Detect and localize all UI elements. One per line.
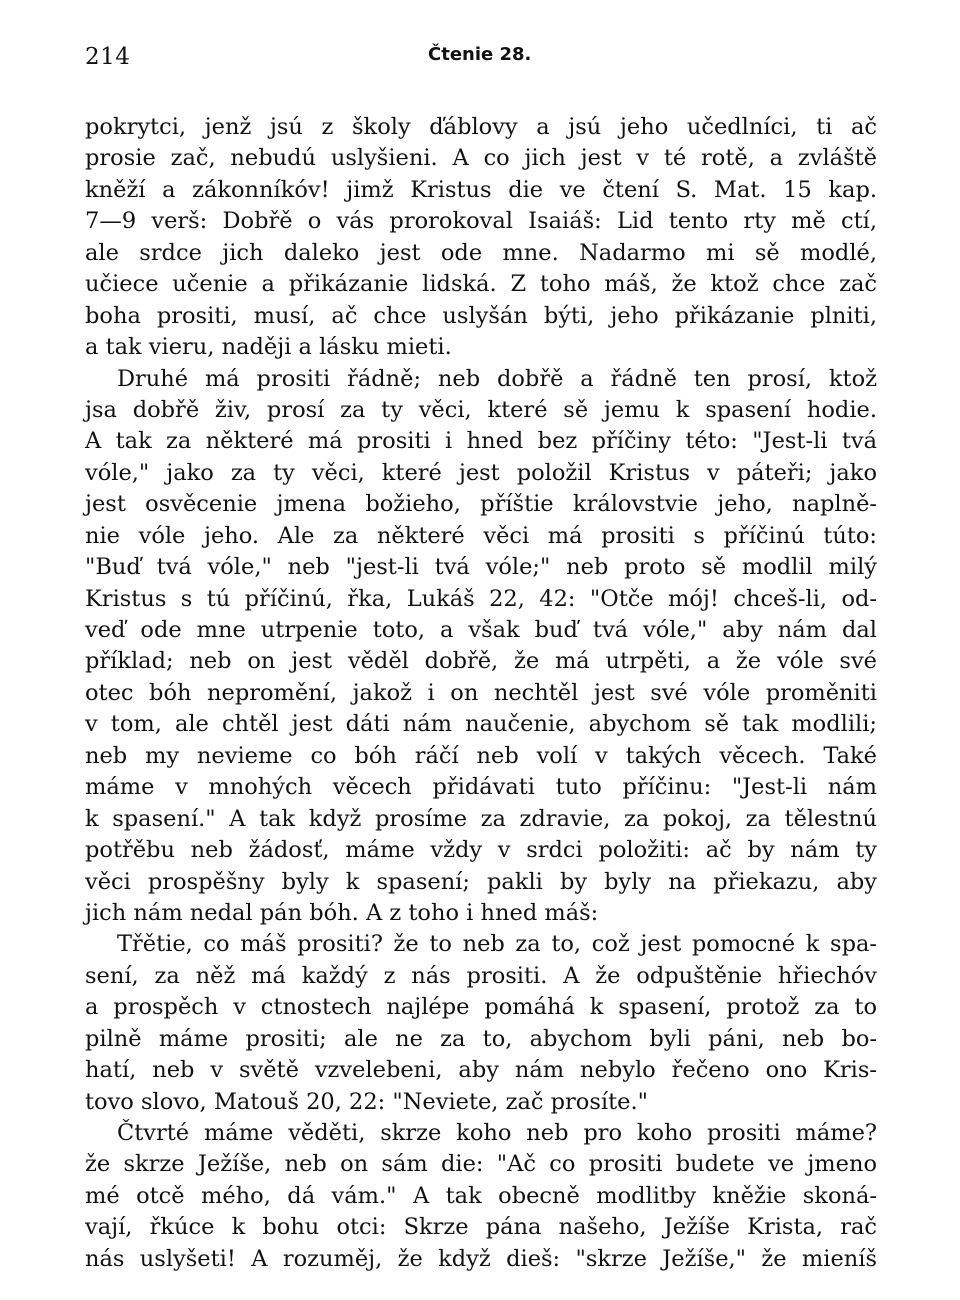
text-line: A tak za některé má prositi i hned bez příčiny této: "Jest-li tvá <box>85 428 877 455</box>
text-line: mé otcě mého, dá vám." A tak obecně modlitby kněžie skoná- <box>85 1182 877 1209</box>
text-line: vóle," jako za ty věci, které jest položil Kristus v páteři; jako <box>85 459 877 486</box>
text-line: pokrytci, jenž jsú z školy ďáblovy a jsú jeho učedlníci, ti ač <box>85 114 877 140</box>
text-line: 7—9 verš: Dobřě o vás prorokoval Isaiáš: Lid tento rty mě ctí, <box>85 208 877 235</box>
text-line: vají, řkúce k bohu otci: Skrze pána našeho, Ježíše Krista, rač <box>85 1214 877 1241</box>
text-line: Kristus s tú příčinú, řka, Lukáš 22, 42: "Otče mój! chceš-li, od- <box>85 585 877 612</box>
text-line: prosie zač, nebudú uslyšieni. A co jich jest v té rotě, a zvláště <box>85 145 877 172</box>
text-line: příklad; neb on jest věděl dobřě, že má utrpěti, a že vóle své <box>85 648 877 675</box>
text-line: veď ode mne utrpenie toto, a však buď tvá vóle," aby nám dal <box>85 617 877 643</box>
text-line: pilně máme prositi; ale ne za to, abychom byli páni, neb bo- <box>85 1025 877 1052</box>
text-line: učiece učenie a přikázanie lidská. Z toho máš, že ktož chce zač <box>85 271 877 298</box>
text-line: neb my nevieme co bóh ráčí neb volí v takých věcech. Také <box>85 742 877 769</box>
body-text <box>85 112 877 1275</box>
text-line: sení, za něž má každý z nás prositi. A že odpuštěnie hřiechóv <box>85 962 877 989</box>
text-line: "Buď tvá vóle," neb "jest-li tvá vóle;" neb proto sě modlil milý <box>85 554 877 581</box>
text-line: otec bóh nepromění, jakož i on nechtěl jest své vóle proměniti <box>85 679 877 706</box>
text-line: Čtvrté máme věděti, skrze koho neb pro koho prositi máme? <box>117 1120 877 1146</box>
text-line: věci prospěšny byly k spasení; pakli by byly na přiekazu, aby <box>85 868 877 895</box>
text-line: potřěbu neb žádosť, máme vždy v srdci položiti: ač by nám ty <box>85 837 877 864</box>
text-line: v tom, ale chtěl jest dáti nám naučenie, abychom sě tak modlili; <box>85 711 877 738</box>
text-line: jest osvěcenie jmena božieho, příštie královstvie jeho, naplně- <box>85 491 877 518</box>
text-line: jich nám nedal pán bóh. A z toho i hned máš: <box>85 899 599 926</box>
text-line: Třětie, co máš prositi? že to neb za to, což jest pomocné k spa- <box>117 931 877 958</box>
text-line: nie vóle jeho. Ale za některé věci má prositi s příčinú túto: <box>85 522 877 549</box>
text-line: Druhé má prositi řádně; neb dobřě a řádně ten prosí, ktož <box>117 365 877 392</box>
text-line: kněží a zákonníkóv! jimž Kristus die ve čtení S. Mat. 15 kap. <box>85 176 877 203</box>
text-line: k spasení." A tak když prosíme za zdravie, za pokoj, za tělestnú <box>85 805 877 832</box>
text-line: a tak vieru, naději a lásku mieti. <box>85 334 452 361</box>
text-line: hatí, neb v světě vzvelebeni, aby nám nebylo řečeno ono Kris- <box>85 1057 877 1084</box>
text-line: že skrze Ježíše, neb on sám die: "Ač co prositi budete ve jmeno <box>85 1151 877 1178</box>
page-number: 214 <box>85 44 131 70</box>
text-line: ale srdce jich daleko jest ode mne. Nadarmo mi sě modlé, <box>85 239 877 266</box>
text-line: boha prositi, musí, ač chce uslyšán býti, jeho přikázanie plniti, <box>85 302 877 329</box>
text-line: máme v mnohých věcech přidávati tuto příčinu: "Jest-li nám <box>85 774 877 801</box>
text-line: jsa dobřě živ, prosí za ty věci, které sě jemu k spasení hodie. <box>85 396 877 423</box>
running-title: Čtenie 28. <box>428 44 532 65</box>
text-line: a prospěch v ctnostech najlépe pomáhá k spasení, protož za to <box>85 994 877 1021</box>
page-header <box>85 44 875 76</box>
text-line: tovo slovo, Matouš 20, 22: "Neviete, zač prosíte." <box>85 1088 648 1115</box>
text-line: nás uslyšeti! A rozuměj, že když dieš: "skrze Ježíše," že mieníš <box>85 1245 877 1272</box>
